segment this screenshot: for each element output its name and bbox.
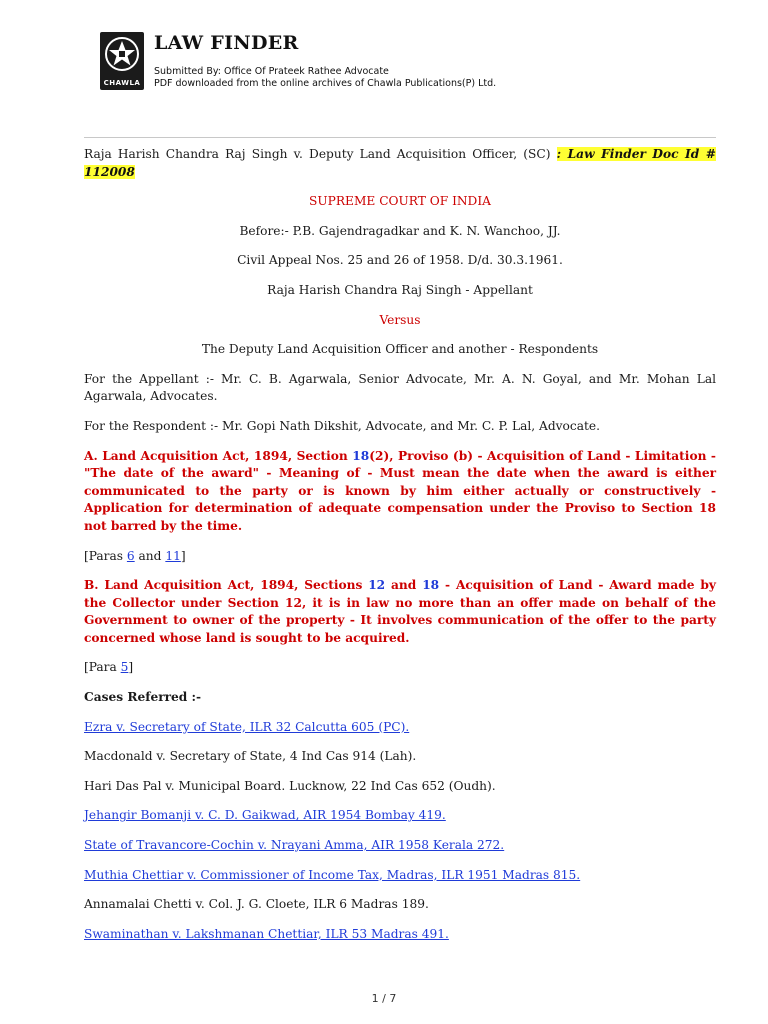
bench: Before:- P.B. Gajendragadkar and K. N. Wanchoo, JJ. [239, 223, 561, 238]
court-name: SUPREME COURT OF INDIA [309, 194, 491, 209]
paras-ref-a [84, 548, 716, 566]
case-link[interactable]: State of Travancore-Cochin v. Nrayani Amma, AIR 1958 Kerala 272. [84, 838, 505, 853]
case-text: Annamalai Chetti v. Col. J. G. Cloete, ILR 6 Madras 189. [84, 897, 429, 912]
versus: Versus [379, 312, 421, 327]
headnote-b-rest: - Acquisition of Land - Award made by the Collector under Section 12, it is in law no more than an offer made on behalf of the Government to owner of the property - It involves communication of the offer to the party concerned whose land is sought to be acquired. [84, 578, 716, 645]
appeal-details: Civil Appeal Nos. 25 and 26 of 1958. D/d. 30.3.1961. [237, 253, 563, 268]
brand-title: LAW FINDER [154, 32, 299, 54]
para-link[interactable]: 11 [165, 548, 181, 563]
counsel-respondent: For the Respondent :- Mr. Gopi Nath Dikshit, Advocate, and Mr. C. P. Lal, Advocate. [84, 418, 600, 433]
header-divider [84, 137, 716, 138]
section-link[interactable]: 18 [352, 448, 370, 463]
headnote-b-and: and [385, 578, 423, 593]
logo-text: CHAWLA [103, 79, 141, 87]
para-close: ] [128, 660, 134, 675]
chawla-logo [100, 32, 144, 90]
para-ref-b [84, 659, 716, 677]
headnote-a-text: A. Land Acquisition Act, 1894, Section [84, 448, 353, 463]
para-link[interactable]: 5 [120, 660, 129, 675]
headnote-a [84, 448, 716, 536]
para-label: [Para [84, 660, 121, 675]
star-emblem-icon [103, 35, 141, 73]
download-source: PDF downloaded from the online archives of Chawla Publications(P) Ltd. [154, 78, 497, 89]
document-header [100, 30, 740, 92]
section-link[interactable]: 12 [368, 578, 386, 593]
cases-heading: Cases Referred :- [84, 690, 202, 705]
case-link[interactable]: Swaminathan v. Lakshmanan Chettiar, ILR 53 Madras 491. [84, 926, 449, 941]
document-body [84, 146, 716, 955]
doc-id-highlight: : Law Finder Doc Id # 112008 [84, 147, 716, 179]
page-indicator: 1 / 7 [371, 992, 397, 1005]
section-link[interactable]: 18 [422, 578, 440, 593]
respondents: The Deputy Land Acquisition Officer and another - Respondents [201, 342, 599, 357]
headnote-a-rest: (2), Proviso (b) - Acquisition of Land - Limitation - "The date of the award" - Meaning of - Must mean the date when the award is either communicated to the party or is known by him either actually or constructively - Application for determination of adequate compensation under the Proviso to Section 18 not barred by the time. [84, 448, 716, 533]
paras-and: and [134, 548, 166, 563]
counsel-appellant: For the Appellant :- Mr. C. B. Agarwala, Senior Advocate, Mr. A. N. Goyal, and Mr. Mohan Lal Agarwala, Advocates. [84, 371, 716, 404]
case-link[interactable]: Jehangir Bomanji v. C. D. Gaikwad, AIR 1954 Bombay 419. [84, 808, 446, 823]
paras-close: ] [180, 548, 186, 563]
case-text: Hari Das Pal v. Municipal Board. Lucknow, 22 Ind Cas 652 (Oudh). [84, 778, 496, 793]
case-text: Macdonald v. Secretary of State, 4 Ind Cas 914 (Lah). [84, 749, 417, 764]
case-link[interactable]: Muthia Chettiar v. Commissioner of Income Tax, Madras, ILR 1951 Madras 815. [84, 867, 581, 882]
para-link[interactable]: 6 [126, 548, 135, 563]
headnote-b-text: B. Land Acquisition Act, 1894, Sections [84, 578, 369, 593]
paras-label: [Paras [84, 548, 127, 563]
doc-title-line [84, 146, 716, 181]
submitted-by: Submitted By: Office Of Prateek Rathee Advocate [154, 66, 389, 77]
case-title: Raja Harish Chandra Raj Singh v. Deputy Land Acquisition Officer, (SC) [84, 147, 551, 161]
case-link[interactable]: Ezra v. Secretary of State, ILR 32 Calcutta 605 (PC). [84, 719, 410, 734]
headnote-b [84, 577, 716, 647]
appellant: Raja Harish Chandra Raj Singh - Appellant [267, 282, 533, 297]
